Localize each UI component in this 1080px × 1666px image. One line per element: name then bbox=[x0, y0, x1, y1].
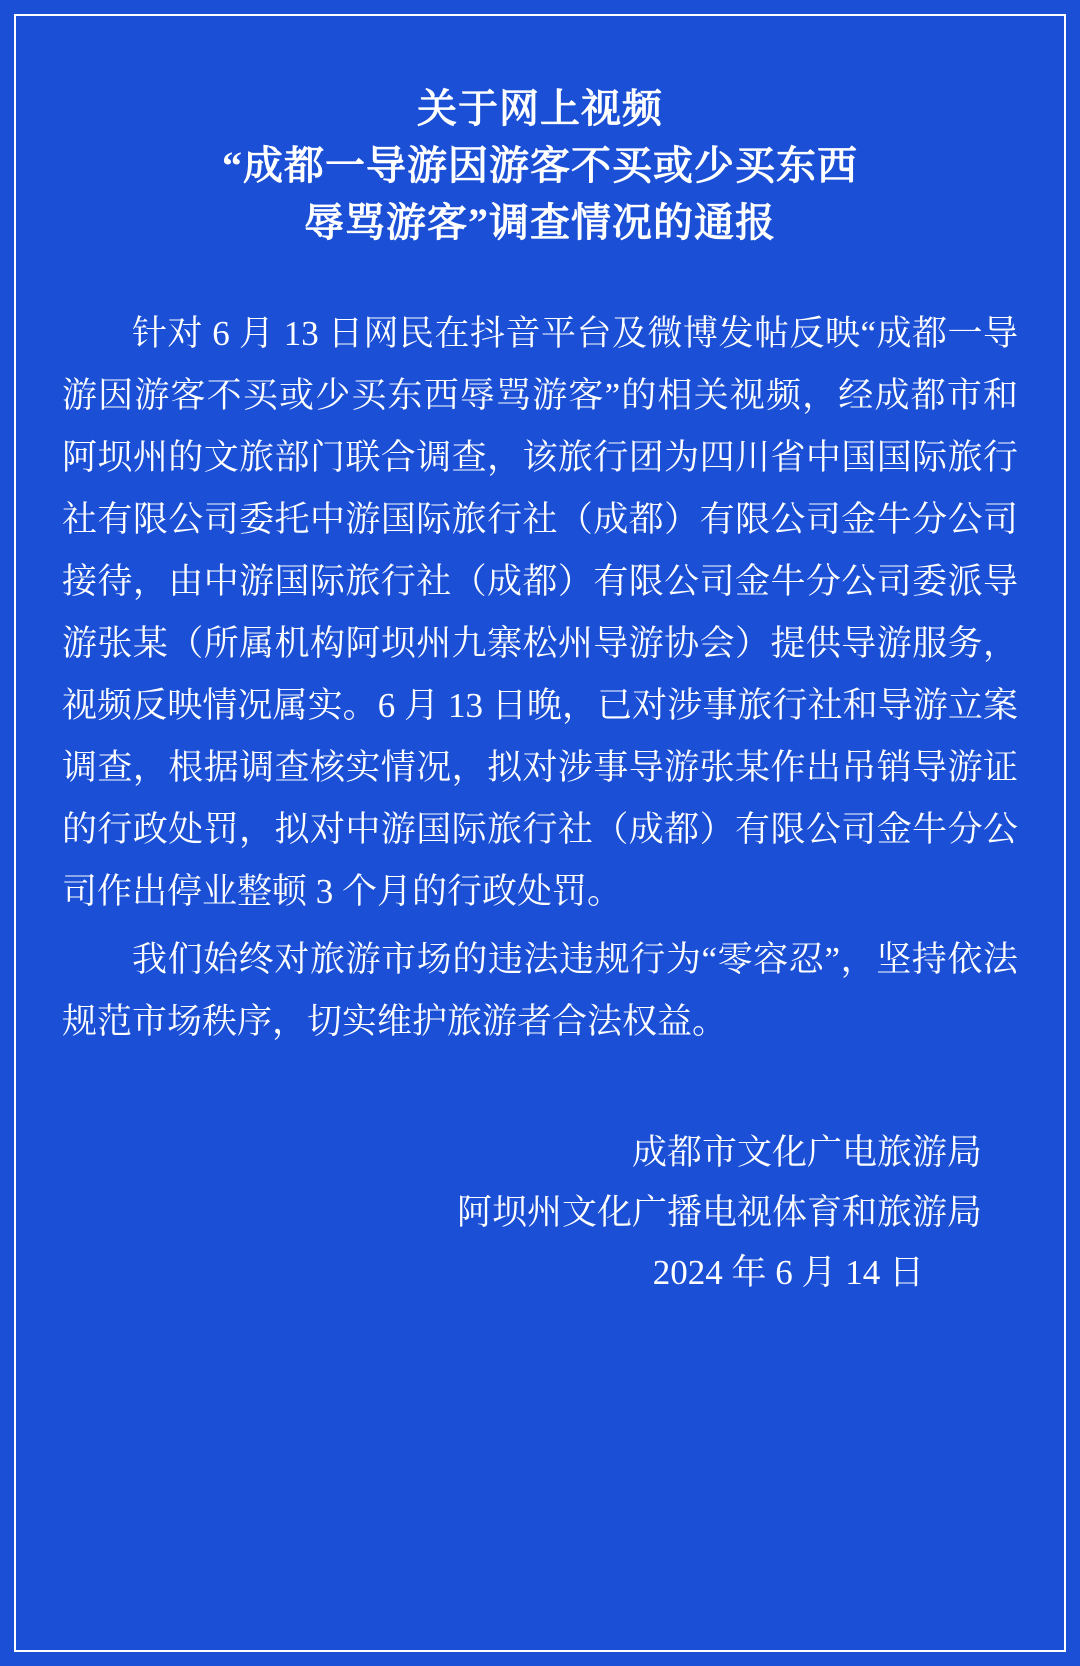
signature-block bbox=[62, 1123, 1018, 1303]
signature-org-1: 成都市文化广电旅游局 bbox=[631, 1133, 982, 1172]
page-title bbox=[62, 80, 1018, 251]
title-line-1: 关于网上视频 bbox=[417, 86, 663, 131]
paragraph-1: 针对 6 月 13 日网民在抖音平台及微博发帖反映“成都一导游因游客不买或少买东西辱骂游客”的相关视频，经成都市和阿坝州的文旅部门联合调查，该旅行团为四川省中国国际旅行社有限公司委托中游国际旅行社（成都）有限公司金牛分公司接待，由中游国际旅行社（成都）有限公司金牛分公司委派导游张某（所属机构阿坝州九寨松州导游协会）提供导游服务，视频反映情况属实。6 月 13 日晚，已对涉事旅行社和导游立案调查，根据调查核实情况，拟对涉事导游张某作出吊销导游证的行政处罚，拟对中游国际旅行社（成都）有限公司金牛分公司作出停业整顿 3 个月的行政处罚。 bbox=[62, 314, 1018, 911]
title-line-3: 辱骂游客”调查情况的通报 bbox=[304, 200, 776, 245]
paragraph-2: 我们始终对旅游市场的违法违规行为“零容忍”，坚持依法规范市场秩序，切实维护旅游者合法权益。 bbox=[62, 940, 1018, 1041]
document-body bbox=[62, 303, 1018, 1053]
signature-date: 2024 年 6 月 14 日 bbox=[652, 1253, 924, 1292]
title-line-2: “成都一导游因游客不买或少买东西 bbox=[222, 143, 858, 188]
signature-org-2: 阿坝州文化广播电视体育和旅游局 bbox=[456, 1193, 982, 1232]
